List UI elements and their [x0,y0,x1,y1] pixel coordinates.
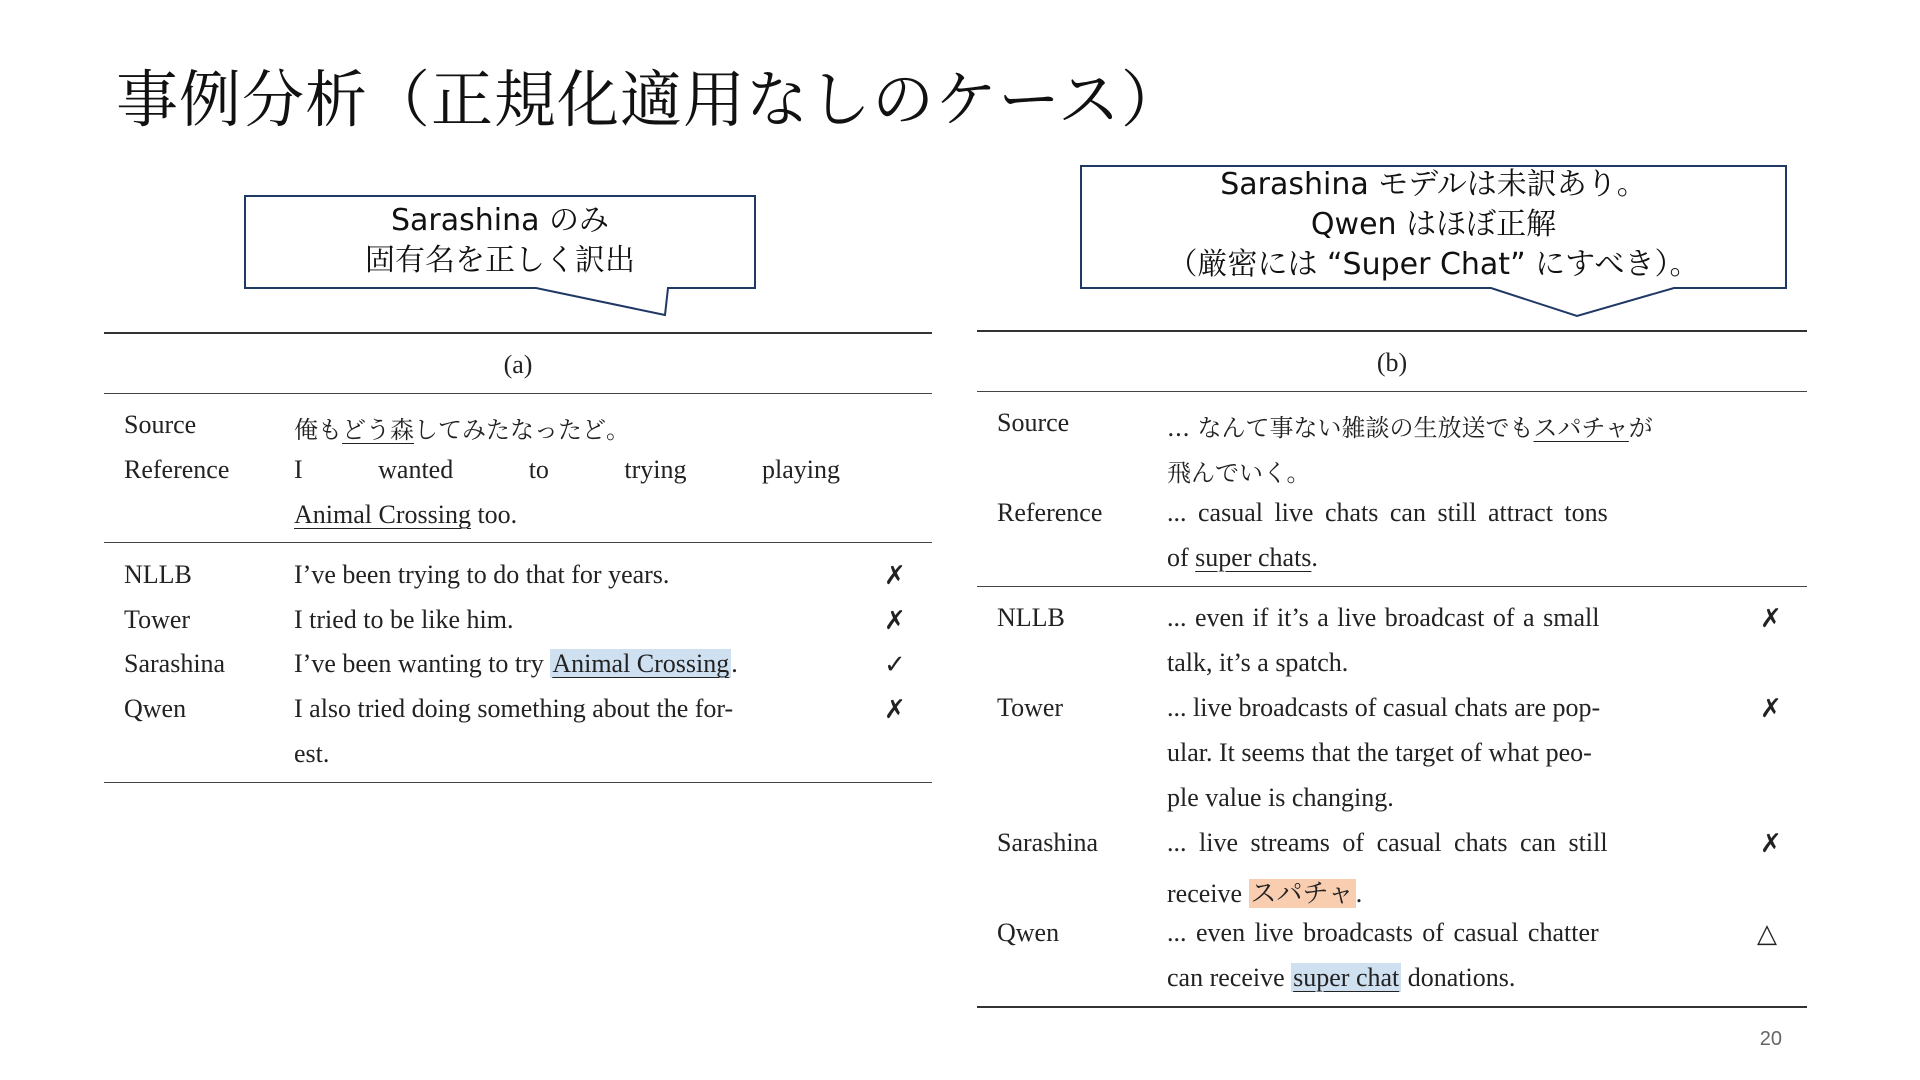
triangle-icon: △ [1757,919,1777,949]
source-text: ... なんて事ない雑談の生放送でもスパチャが [1167,414,1653,442]
source-label: Source [124,410,197,439]
table-a-top-rule [104,332,932,334]
model-label-qwen: Qwen [124,694,187,723]
model-label-sarashina: Sarashina [124,649,226,678]
source-text: 俺もどう森してみたなったど。 [294,416,630,444]
table-a-caption: (a) [503,350,533,379]
table-b-mid-rule [977,586,1807,587]
check-icon: ✓ [884,650,906,680]
table-b-rule [977,391,1807,392]
cross-icon: ✗ [1760,604,1782,634]
output-tower-line2: ular. It seems that the target of what peo- [1167,738,1592,767]
table-a-rule [104,393,932,394]
output-sarashina: ... live streams of casual chats can still [1167,828,1608,857]
table-b-caption: (b) [1376,348,1408,377]
cross-icon: ✗ [884,561,906,591]
model-label-nllb: NLLB [997,603,1065,632]
output-qwen: I also tried doing something about the for- [294,694,734,723]
table-a-mid-rule [104,542,932,543]
output-tower-line3: ple value is changing. [1167,783,1394,812]
output-sarashina-line2: receive スパチャ. [1167,879,1363,908]
source-label: Source [997,408,1070,437]
output-nllb-line2: talk, it’s a spatch. [1167,648,1349,677]
table-a-bottom-rule [104,782,932,783]
callout-a [244,195,756,315]
cross-icon: ✗ [884,695,906,725]
cross-icon: ✗ [1760,829,1782,859]
source-text-line2: 飛んでいく。 [1167,459,1311,487]
output-nllb: I’ve been trying to do that for years. [294,560,670,589]
callout-b [1080,165,1787,317]
table-b-top-rule [977,330,1807,332]
slide-title: 事例分析（正規化適用なしのケース） [116,63,1184,136]
callout-a-line1: Sarashina のみ [390,203,610,238]
page-number: 20 [1759,1028,1782,1050]
cross-icon: ✗ [1760,694,1782,724]
output-qwen-line2: est. [294,739,330,768]
table-b [977,328,1807,1018]
model-label-nllb: NLLB [124,560,192,589]
reference-text: I wanted to trying playing [294,455,840,484]
output-tower: I tried to be like him. [294,605,514,634]
output-sarashina: I’ve been wanting to try Animal Crossing. [294,649,738,678]
cross-icon: ✗ [884,606,906,636]
reference-text: ... casual live chats can still attract tons [1167,498,1608,527]
reference-text-line2: of super chats. [1167,543,1318,572]
callout-b-line3: （厳密には “Super Chat” にすべき）。 [1167,247,1700,282]
reference-label: Reference [997,498,1103,527]
model-label-tower: Tower [997,693,1064,722]
table-a [104,330,932,790]
model-label-sarashina: Sarashina [997,828,1099,857]
output-nllb: ... even if it’s a live broadcast of a small [1167,603,1600,632]
output-qwen: ... even live broadcasts of casual chatter [1167,918,1599,947]
output-tower: ... live broadcasts of casual chats are pop- [1167,693,1601,722]
reference-text-line2: Animal Crossing too. [294,500,518,529]
reference-label: Reference [124,455,230,484]
model-label-tower: Tower [124,605,191,634]
callout-b-line2: Qwen はほぼ正解 [1310,207,1557,242]
output-qwen-line2: can receive super chat donations. [1167,963,1516,992]
callout-a-line2: 固有名を正しく訳出 [365,243,635,278]
callout-b-line1: Sarashina モデルは未訳あり。 [1220,167,1647,202]
model-label-qwen: Qwen [997,918,1060,947]
table-b-bottom-rule [977,1006,1807,1008]
